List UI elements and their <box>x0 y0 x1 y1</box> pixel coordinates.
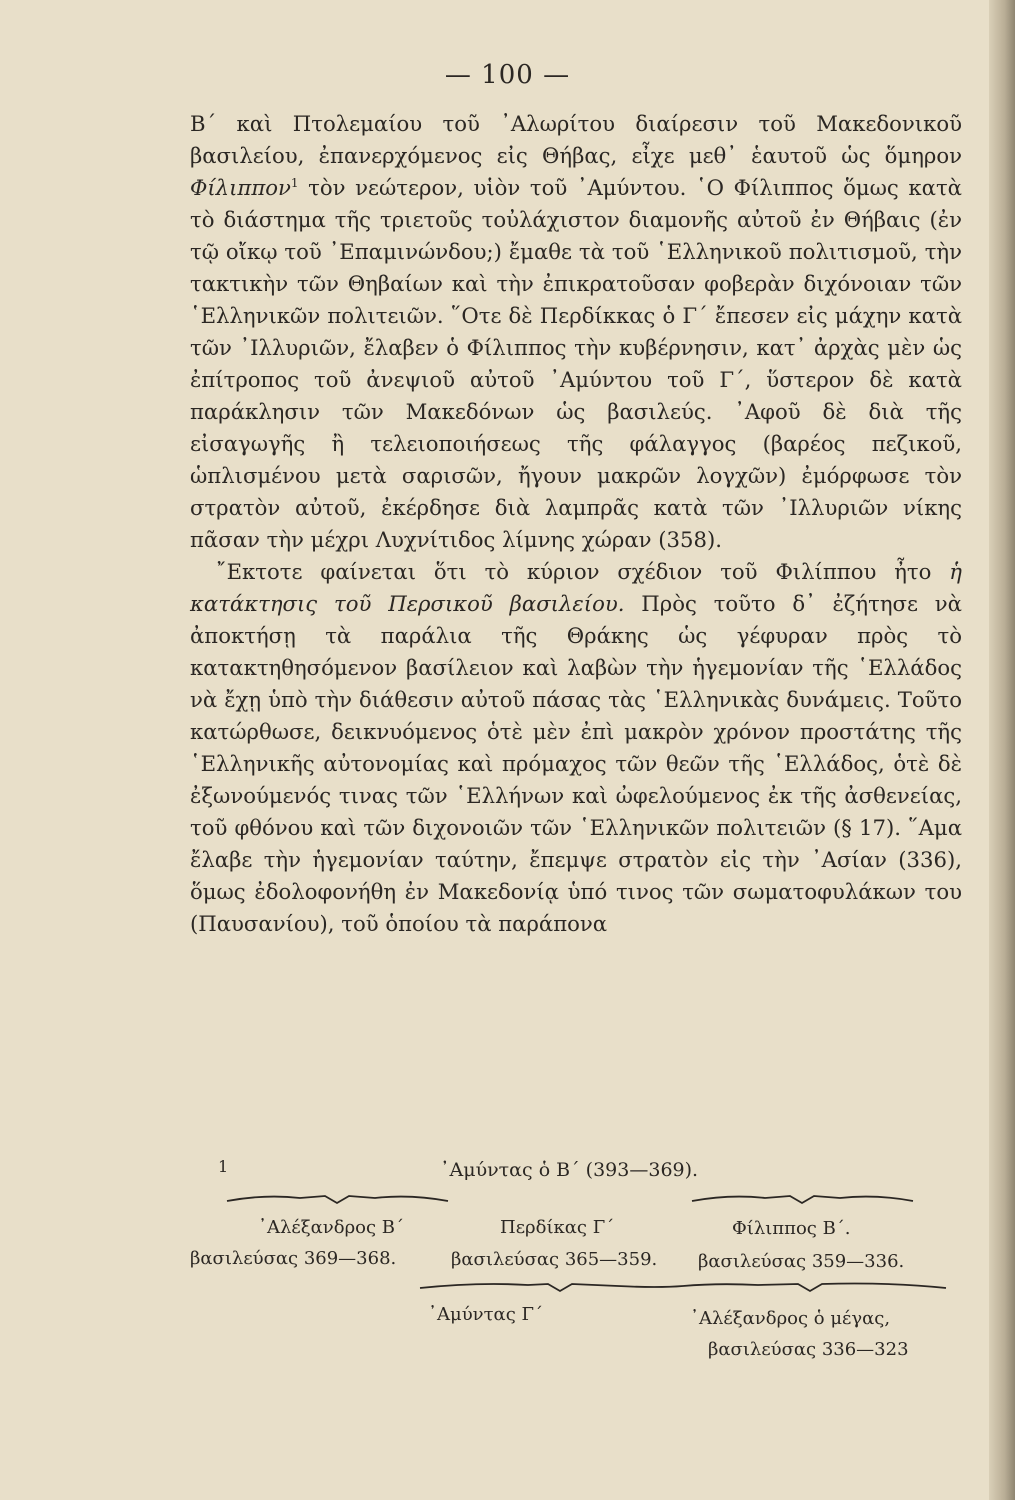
book-spine-edge <box>989 0 1015 1500</box>
tree-name-filippos-b: Φίλιππος Β´. <box>732 1218 851 1239</box>
footnote-reference: 1 <box>290 175 299 190</box>
tree-reign-alexandros-megas: βασιλεύσας 336—323 <box>708 1339 909 1360</box>
tree-name-perdikas-g: Περδίκας Γ´ <box>500 1217 615 1238</box>
paragraph-2-text-b: Πρὸς τοῦτο δ᾽ ἐζήτησε νὰ ἀποκτήσῃ τὰ παράλια τῆς Θράκης ὡς γέφυραν πρὸς τὸ κατακτηθησόμενον βασίλειον καὶ λαβὼν τὴν ἡγεμονίαν τῆς ῾Ελλάδος νὰ ἔχῃ ὑπὸ τὴν διάθεσιν αὐτοῦ πάσας τὰς ῾Ελληνικὰς δυνάμεις. Τοῦτο κατώρθωσε, δεικνυόμενος ὁτὲ μὲν ἐπὶ μακρὸν χρόνον προστάτης τῆς ῾Ελληνικῆς αὐτονομίας καὶ πρόμαχος τῶν θεῶν τῆς ῾Ελλάδος, ὁτὲ δὲ ἐξωνούμενός τινας τῶν ῾Ελλήνων καὶ ὠφελούμενος ἐκ τῆς ἀσθενείας, τοῦ φθόνου καὶ τῶν διχονοιῶν τῶν ῾Ελληνικῶν πολιτειῶν (§ 17). ῞Αμα ἔλαβε τὴν ἡγεμονίαν ταύτην, ἔπεμψε στρατὸν εἰς τὴν ᾽Ασίαν (336), ὅμως ἐδολοφονήθη ἐν Μακεδονίᾳ ὑπό τινος τῶν σωματοφυλάκων του (Παυσανίου), τοῦ ὁποίου τὰ παράπονα <box>190 591 962 936</box>
tree-reign-filippos-b: βασιλεύσας 359—336. <box>698 1251 905 1272</box>
tree-reign-perdikas-g: βασιλεύσας 365—359. <box>451 1249 658 1270</box>
tree-name-alexandros-b: ᾽Αλέξανδρος Β´ <box>258 1217 405 1238</box>
paragraph-1 <box>190 108 962 556</box>
paragraph-1-text-b: τὸν νεώτερον, υἱὸν τοῦ ᾽Αμύντου. ῾Ο Φίλιππος ὅμως κατὰ τὸ διάστημα τῆς τριετοῦς τοὐλάχιστον διαμονῆς αὐτοῦ ἐν Θήβαις (ἐν τῷ οἴκῳ τοῦ ᾽Επαμινώνδου;) ἔμαθε τὰ τοῦ ῾Ελληνικοῦ πολιτισμοῦ, τὴν τακτικὴν τῶν Θηβαίων καὶ τὴν ἐπικρατοῦσαν φοβερὰν διχόνοιαν τῶν ῾Ελληνικῶν πολιτειῶν. ῞Οτε δὲ Περδίκκας ὁ Γ´ ἔπεσεν εἰς μάχην κατὰ τῶν ᾽Ιλλυριῶν, ἔλαβεν ὁ Φίλιππος τὴν κυβέρνησιν, κατ᾽ ἀρχὰς μὲν ὡς ἐπίτροπος τοῦ ἀνεψιοῦ αὐτοῦ ᾽Αμύντου τοῦ Γ´, ὕστερον δὲ κατὰ παράκλησιν τῶν Μακεδόνων ὡς βασιλεύς. ᾽Αφοῦ δὲ διὰ τῆς εἰσαγωγῆς ἢ τελειοποιήσεως τῆς φάλαγγος (βαρέος πεζικοῦ, ὡπλισμένου μετὰ σαρισῶν, ἤγουν μακρῶν λογχῶν) ἐμόρφωσε τὸν στρατὸν αὐτοῦ, ἐκέρδησε διὰ λαμπρᾶς κατὰ τῶν ᾽Ιλλυριῶν νίκης πᾶσαν τὴν μέχρι Λυχνίτιδος λίμνης χώραν (358). <box>190 175 962 552</box>
footnote-text: ᾽Αμύντας ὁ Β´ (393—369). <box>440 1159 699 1181</box>
page-number: — 100 — <box>444 60 571 90</box>
paragraph-2 <box>190 556 962 940</box>
paragraph-1-text-a: Β´ καὶ Πτολεμαίου τοῦ ᾽Αλωρίτου διαίρεσιν τοῦ Μακεδονικοῦ βασιλείου, ἐπανερχόμενος εἰς Θήβας, εἶχε μεθ᾽ ἑαυτοῦ ὡς ὅμηρον <box>190 111 962 168</box>
paragraph-2-text-a: ῎Εκτοτε φαίνεται ὅτι τὸ κύριον σχέδιον τοῦ Φιλίππου ἦτο <box>216 559 950 584</box>
genealogy-connector-3 <box>418 1280 948 1294</box>
tree-name-alexandros-megas: ᾽Αλέξανδρος ὁ μέγας, <box>690 1308 891 1329</box>
tree-name-amyntas-g: ᾽Αμύντας Γ´ <box>428 1304 543 1325</box>
tree-reign-alexandros-b: βασιλεύσας 369—368. <box>190 1248 397 1269</box>
body-text <box>190 108 962 940</box>
paragraph-1-italic: Φίλιππον <box>190 175 291 200</box>
paragraph-2-italic: ἡ κατάκτησις τοῦ Περσικοῦ βασιλείου. <box>190 559 962 616</box>
genealogy-connector-2 <box>690 1192 915 1206</box>
genealogy-connector-1 <box>225 1192 450 1206</box>
footnote-mark: 1 <box>218 1157 229 1176</box>
